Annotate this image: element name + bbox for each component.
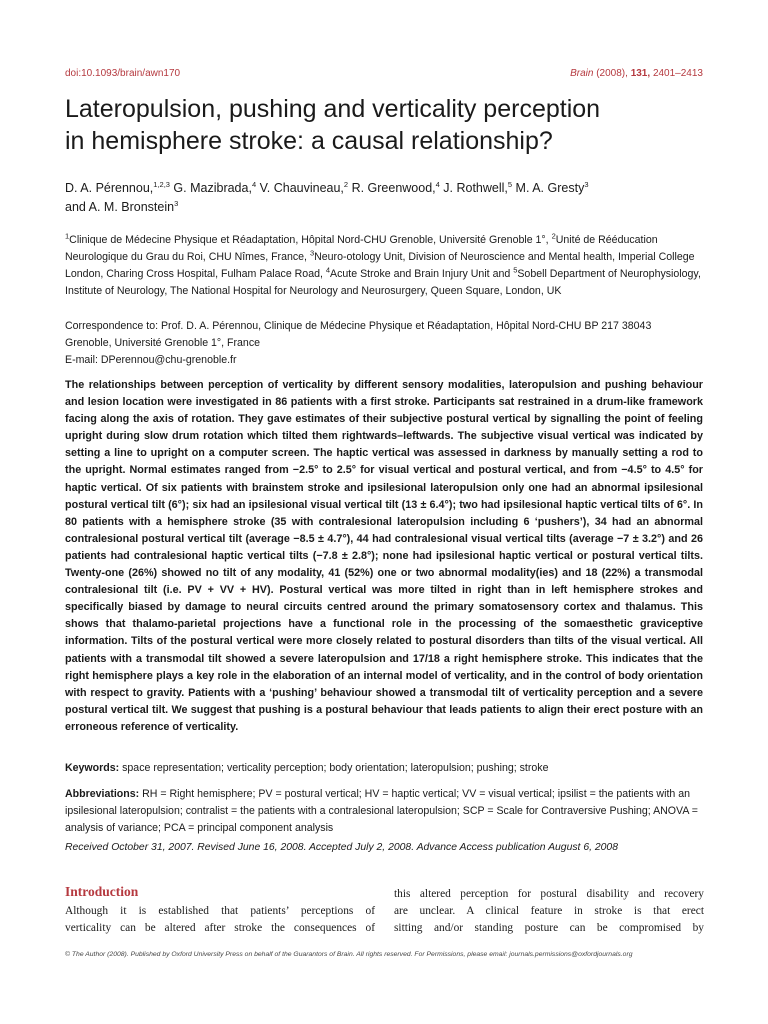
correspondence-line: Correspondence to: Prof. D. A. Pérennou, Clinique de Médecine Physique et Réadaptation, Hôpital Nord-CHU BP 217 38043 [65, 320, 652, 332]
abbreviations-text: RH = Right hemisphere; PV = postural vertical; HV = haptic vertical; VV = visual vertical; ipsilist = the patients with an ipsilesional lateropulsion; contralist = the patients with a contralesional lateropulsion; SCP = Scale for Contraversive Pushing; ANOVA = analysis of variance; PCA = principal component analysis [65, 788, 698, 834]
author-list: D. A. Pérennou,$^{1,2,3}$ G. Mazibrada,$^4$ V. Chauvineau,$^2$ R. Greenwood,$^4$ J. Rothwell,$^5$ M. A. Gresty$^3$ and A. M. Bronstein$^3$ [65, 179, 589, 214]
abbreviations-label: Abbreviations: [65, 788, 140, 800]
correspondence [65, 318, 707, 369]
text-line: this altered perception for postural disability and recovery [394, 888, 704, 900]
journal-year: (2008), [596, 68, 628, 79]
abbreviations [65, 786, 705, 837]
paper-title [65, 93, 705, 157]
intro-left-column [65, 903, 375, 937]
running-header [65, 68, 703, 79]
intro-right-column [394, 886, 704, 937]
received-dates: Received October 31, 2007. Revised June 16, 2008. Accepted July 2, 2008. Advance Access publication August 6, 2008 [65, 842, 618, 853]
text-line: sitting and/or standing posture can be compromised by [394, 922, 704, 934]
journal-volume: 131, [630, 68, 651, 79]
copyright-footer: © The Author (2008). Published by Oxford University Press on behalf of the Guarantors of Brain. All rights reserved. For Permissions, please email: journals.permissions@oxfordjournals.org [65, 951, 633, 958]
text-line: are unclear. A clinical feature in stroke is that erect [394, 905, 704, 917]
journal-name: Brain [570, 68, 594, 79]
affiliations: $^1$Clinique de Médecine Physique et Réadaptation, Hôpital Nord-CHU Grenoble, Université Grenoble 1°, $^2$Unité de Rééducation Neurologique du Grau du Roi, CHU Nîmes, France, $^3$Neuro-otology Unit, Division of Neuroscience and Mental health, Imperial College London, Charing Cross Hospital, Fulham Palace Road, $^4$Acute Stroke and Brain Injury Unit and $^5$Sobell Department of Neurophysiology, Institute of Neurology, The National Hospital for Neurology and Neurosurgery, Queen Square, London, UK [65, 231, 701, 297]
introduction-heading: Introduction [65, 884, 139, 899]
correspondence-email[interactable]: E-mail: DPerennou@chu-grenoble.fr [65, 354, 237, 366]
journal-citation [570, 68, 703, 79]
keywords-label: Keywords: [65, 762, 120, 774]
correspondence-line: Grenoble, Université Grenoble 1°, France [65, 337, 261, 349]
text-line: Although it is established that patients’ perceptions of [65, 905, 375, 917]
keywords [65, 760, 705, 777]
text-line: verticality can be altered after stroke the consequences of [65, 922, 375, 934]
abstract: The relationships between perception of verticality by different sensory modalities, lateropulsion and pushing behaviour and lesion location were investigated in 86 patients with a first stroke. Participants sat restrained in a drum-like framework facing along the axis of rotation. They gave estimates of their subjective postural vertical by signalling the point of feeling upright during slow drum rotation which tilted them rightwards–leftwards. The subjective visual vertical was indicated by setting a line to upright on a computer screen. The haptic vertical was assessed in darkness by manually setting a rod to the upright. Normal estimates ranged from −2.5° to 2.5° for visual vertical and postural vertical, and from −4.5° to 4.5° for haptic vertical. Of six patients with brainstem stroke and ipsilesional lateropulsion only one had an abnormal ipsilesional postural vertical tilt (6°); six had an ipsilesional visual vertical tilt (13 ± 6.4°); two had ipsilesional haptic vertical tilts of 6°. In 80 patients with a hemisphere stroke (35 with contralesional lateropulsion including 6 ‘pushers’), 34 had an abnormal contralesional postural vertical tilt (average −8.5 ± 4.7°), 44 had contralesional visual vertical tilts (average −7 ± 3.2°) and 26 patients had contralesional haptic vertical tilts (−7.8 ± 2.8°); none had ipsilesional haptic vertical or postural vertical tilts. Twenty-one (26%) showed no tilt of any modality, 41 (52%) one or two abnormal modality(ies) and 18 (22%) a transmodal contralesional tilt (i.e. PV + VV + HV). Postural vertical was more tilted in right than in left hemisphere strokes and specifically biased by damage to neural circuits centred around the primary somatosensory cortex and thalamus. This shows that thalamo-parietal projections have a functional role in the processing of the somaesthetic graviceptive information. Tilts of the postural vertical were more closely related to postural disorders than tilts of the visual vertical. All patients with a transmodal tilt showed a severe lateropulsion and 17/18 a right hemisphere stroke. This indicates that the right hemisphere plays a key role in the elaboration of an internal model of verticality, and in the control of body orientation with respect to gravity. Patients with a ‘pushing’ behaviour showed a transmodal tilt of verticality perception and a severe postural vertical tilt. We suggest that pushing is a postural behaviour that leads patients to align their erect posture with an erroneous reference of verticality. [65, 379, 703, 733]
doi-link[interactable]: doi:10.1093/brain/awn170 [65, 68, 181, 79]
journal-pages: 2401–2413 [652, 68, 703, 79]
title-line: in hemisphere stroke: a causal relationship? [65, 127, 553, 155]
title-line: Lateropulsion, pushing and verticality perception [65, 95, 601, 123]
keywords-text: space representation; verticality perception; body orientation; lateropulsion; pushing; stroke [119, 762, 549, 774]
